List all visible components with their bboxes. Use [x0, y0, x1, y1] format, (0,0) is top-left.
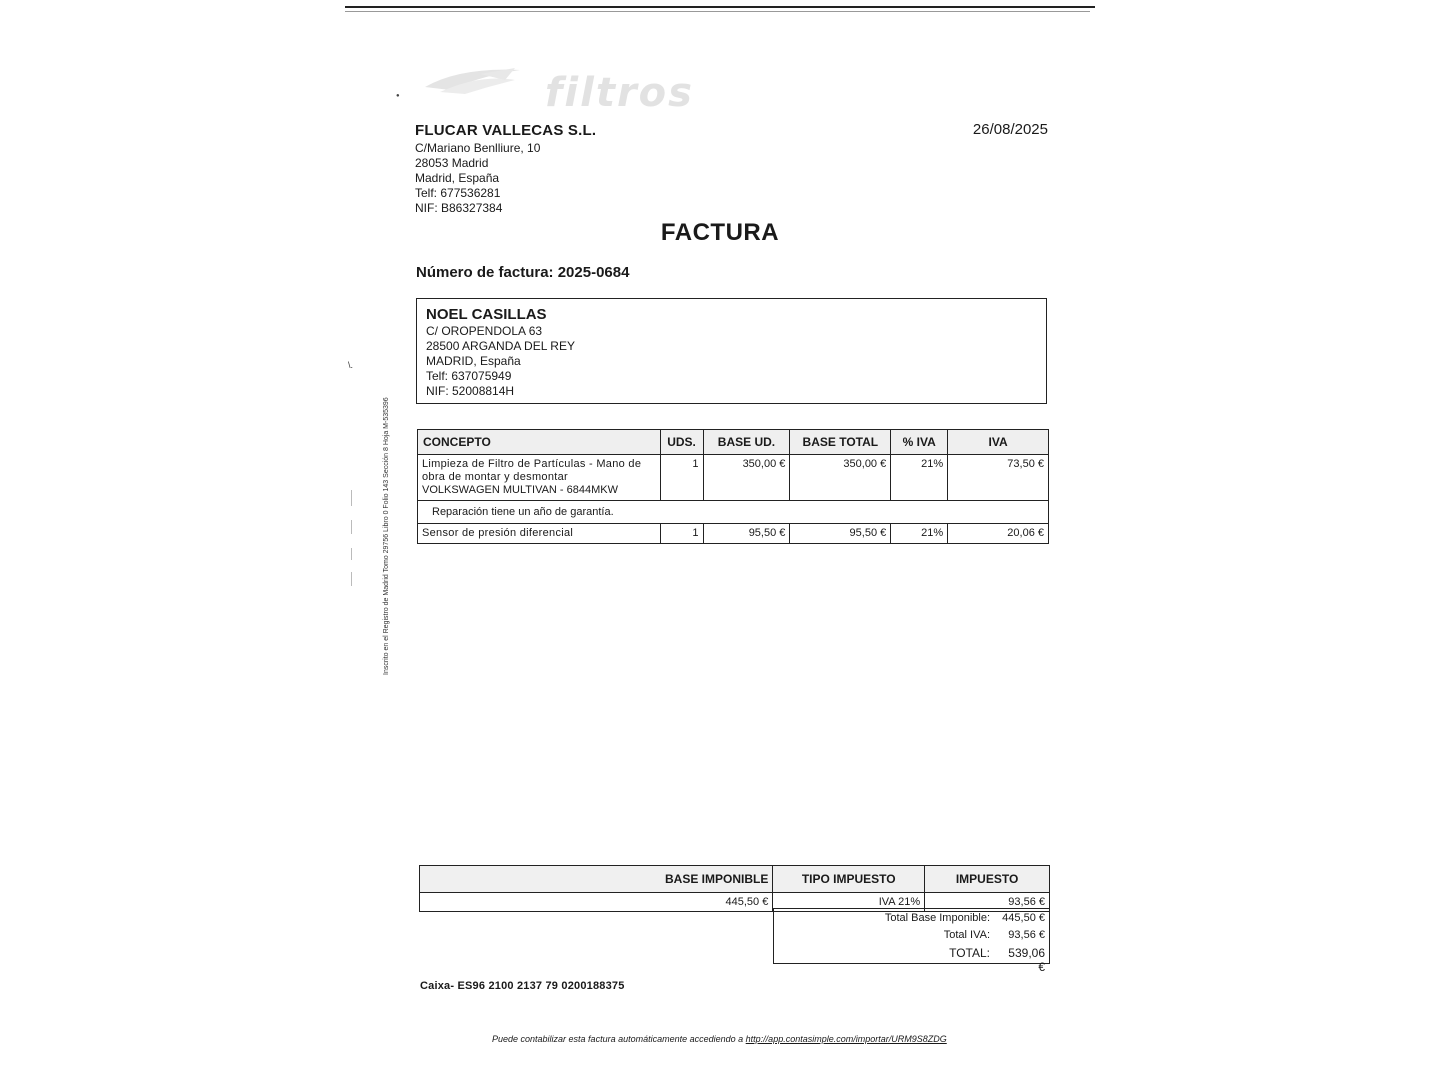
margin-tick	[351, 520, 352, 534]
client-box	[416, 298, 1047, 404]
client-address: C/ OROPENDOLA 63	[426, 324, 543, 338]
item-concept	[418, 455, 661, 501]
item-base-total: 350,00 €	[790, 455, 891, 501]
issuer-address: C/Mariano Benlliure, 10	[415, 141, 541, 155]
items-table	[417, 429, 1049, 544]
item-concept: Sensor de presión diferencial	[418, 524, 661, 544]
footer	[492, 1034, 947, 1044]
client-postal-city: 28500 ARGANDA DEL REY	[426, 339, 575, 353]
document-title: FACTURA	[660, 219, 780, 246]
total-base-label: Total Base Imponible:	[884, 912, 990, 924]
tax-table	[419, 865, 1050, 912]
tax-header-row	[420, 866, 1050, 893]
col-header-uds: UDS.	[660, 430, 703, 455]
bank-account: Caixa- ES96 2100 2137 79 0200188375	[420, 980, 625, 992]
invoice-number-label: Número de factura:	[416, 264, 554, 281]
table-row	[418, 524, 1049, 544]
grand-total-value: 539,06 €	[1008, 946, 1045, 974]
grand-total-line	[949, 946, 1045, 974]
invoice-number-value: 2025-0684	[557, 264, 630, 281]
invoice-number	[416, 264, 629, 281]
client-region: MADRID, España	[426, 354, 521, 368]
total-iva-line	[944, 929, 1045, 941]
grand-total-label: TOTAL:	[949, 946, 990, 960]
margin-tick	[351, 572, 352, 586]
issuer-name: FLUCAR VALLECAS S.L.	[415, 122, 597, 139]
item-base-ud: 350,00 €	[703, 455, 790, 501]
total-base-line	[885, 912, 1045, 924]
col-header-base-imponible: BASE IMPONIBLE	[420, 866, 773, 893]
logo-mark: ●	[396, 93, 400, 99]
warranty-note: Reparación tiene un año de garantía.	[418, 501, 1049, 524]
total-iva-value: 93,56 €	[1008, 929, 1045, 941]
footer-text: Puede contabilizar esta factura automáticamente accediendo a	[492, 1034, 744, 1044]
total-iva-label: Total IVA:	[943, 929, 990, 941]
items-header-row	[418, 430, 1049, 455]
tax-base-value: 445,50 €	[420, 893, 773, 912]
table-row	[418, 501, 1049, 524]
side-mark: \.	[348, 360, 354, 370]
tax-type-value: IVA 21%	[773, 893, 925, 912]
item-iva: 20,06 €	[948, 524, 1049, 544]
invoice-date: 26/08/2025	[972, 121, 1048, 138]
item-iva-pct: 21%	[891, 524, 948, 544]
col-header-base-ud: BASE UD.	[703, 430, 790, 455]
col-header-concepto: CONCEPTO	[418, 430, 661, 455]
total-base-value: 445,50 €	[1002, 912, 1045, 924]
totals-box	[773, 908, 1050, 974]
registry-text: Inscrito en el Registro de Madrid Tomo 29756 Libro 0 Folio 143 Sección 8 Hoja M-535396	[383, 397, 390, 675]
top-rule	[345, 6, 1095, 8]
issuer-block	[415, 123, 596, 216]
item-uds: 1	[660, 524, 703, 544]
col-header-impuesto: IMPUESTO	[925, 866, 1050, 893]
col-header-iva-pct: % IVA	[891, 430, 948, 455]
top-rule-secondary	[345, 11, 1090, 12]
issuer-postal-city: 28053 Madrid	[415, 156, 489, 170]
item-base-ud: 95,50 €	[703, 524, 790, 544]
col-header-tipo-impuesto: TIPO IMPUESTO	[773, 866, 925, 893]
issuer-phone: Telf: 677536281	[415, 186, 501, 200]
client-phone: Telf: 637075949	[426, 369, 512, 383]
item-uds: 1	[660, 455, 703, 501]
item-vehicle: VOLKSWAGEN MULTIVAN - 6844MKW	[422, 484, 619, 496]
item-iva: 73,50 €	[948, 455, 1049, 501]
item-iva-pct: 21%	[891, 455, 948, 501]
import-link[interactable]: http://app.contasimple.com/importar/URM9S8ZDG	[745, 1034, 947, 1044]
logo-text: filtros	[545, 70, 694, 116]
col-header-iva: IVA	[948, 430, 1049, 455]
issuer-nif: NIF: B86327384	[415, 201, 503, 215]
client-name: NOEL CASILLAS	[426, 306, 547, 323]
client-nif: NIF: 52008814H	[426, 384, 515, 398]
item-concept-text: Limpieza de Filtro de Partículas - Mano de obra de montar y desmontar	[422, 458, 642, 483]
item-base-total: 95,50 €	[790, 524, 891, 544]
tax-amount-value: 93,56 €	[925, 893, 1050, 912]
margin-tick	[351, 490, 352, 506]
table-row	[418, 455, 1049, 501]
issuer-region: Madrid, España	[415, 171, 500, 185]
col-header-base-total: BASE TOTAL	[790, 430, 891, 455]
margin-tick	[351, 548, 352, 560]
